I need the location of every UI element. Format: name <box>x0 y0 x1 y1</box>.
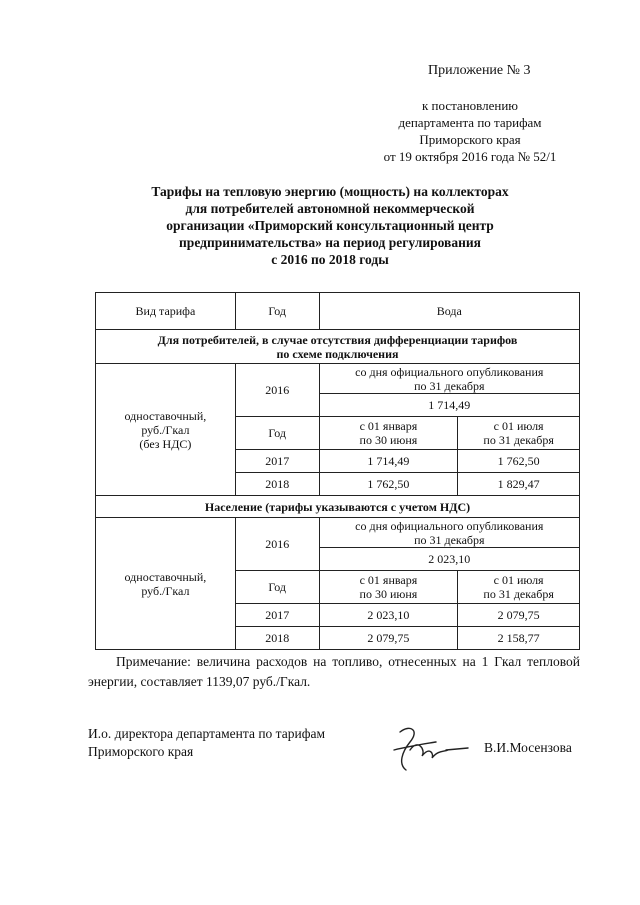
year-header-cell: Год <box>235 417 319 450</box>
signer-position: И.о. директора департамента по тарифам Приморского края <box>88 726 325 759</box>
section-heading: Население (тарифы указываются с учетом НДС) <box>96 496 580 518</box>
half1-header-cell: с 01 января по 30 июня <box>319 571 458 604</box>
table-header-row <box>96 293 580 330</box>
value-cell: 1 714,49 <box>319 450 458 473</box>
value-cell: 1 762,50 <box>319 473 458 496</box>
period-cell: со дня официального опубликования по 31 декабря <box>319 518 579 548</box>
ref-line: Приморского края <box>419 132 521 147</box>
header-tariff-type: Вид тарифа <box>96 293 236 330</box>
value-cell: 2 158,77 <box>458 627 580 650</box>
tariff-table <box>95 292 580 650</box>
ref-line: департамента по тарифам <box>398 115 542 130</box>
handwritten-signature <box>380 720 475 775</box>
table-row <box>96 518 580 548</box>
value-cell: 2 023,10 <box>319 604 458 627</box>
period-cell: со дня официального опубликования по 31 декабря <box>319 364 579 394</box>
section-heading: Для потребителей, в случае отсутствия дифференциации тарифов по схеме подключения <box>96 330 580 364</box>
title-line: предпринимательства» на период регулирования <box>179 235 481 250</box>
title-line: с 2016 по 2018 годы <box>271 252 389 267</box>
title-line: для потребителей автономной некоммерческой <box>185 201 475 216</box>
year-cell: 2016 <box>235 518 319 571</box>
title-line: организации «Приморский консультационный центр <box>166 218 494 233</box>
header-water: Вода <box>319 293 579 330</box>
footnote: Примечание: величина расходов на топливо, отнесенных на 1 Гкал тепловой энергии, составляет 1139,07 руб./Гкал. <box>88 654 580 689</box>
value-cell: 2 079,75 <box>458 604 580 627</box>
section-heading-row <box>96 330 580 364</box>
ref-line: к постановлению <box>421 98 519 113</box>
half1-header-cell: с 01 января по 30 июня <box>319 417 458 450</box>
value-cell: 2 079,75 <box>319 627 458 650</box>
signer-name: В.И.Мосензова <box>484 740 572 755</box>
year-cell: 2017 <box>235 604 319 627</box>
year-cell: 2018 <box>235 627 319 650</box>
year-header-cell: Год <box>235 571 319 604</box>
document-title <box>110 183 550 268</box>
value-cell: 1 762,50 <box>458 450 580 473</box>
year-cell: 2017 <box>235 450 319 473</box>
half2-header-cell: с 01 июля по 31 декабря <box>458 571 580 604</box>
tariff-type-cell: одноставочный, руб./Гкал (без НДС) <box>96 364 236 496</box>
value-cell: 2 023,10 <box>319 548 579 571</box>
tariff-type-cell: одноставочный, руб./Гкал <box>96 518 236 650</box>
year-cell: 2016 <box>235 364 319 417</box>
half2-header-cell: с 01 июля по 31 декабря <box>458 417 580 450</box>
year-cell: 2018 <box>235 473 319 496</box>
title-line: Тарифы на тепловую энергию (мощность) на коллекторах <box>151 184 509 199</box>
appendix-number: Приложение № 3 <box>428 63 531 78</box>
section-heading-row <box>96 496 580 518</box>
value-cell: 1 714,49 <box>319 394 579 417</box>
resolution-reference <box>360 97 580 165</box>
value-cell: 1 829,47 <box>458 473 580 496</box>
table-row <box>96 364 580 394</box>
ref-line: от 19 октября 2016 года № 52/1 <box>383 149 557 164</box>
header-year: Год <box>235 293 319 330</box>
